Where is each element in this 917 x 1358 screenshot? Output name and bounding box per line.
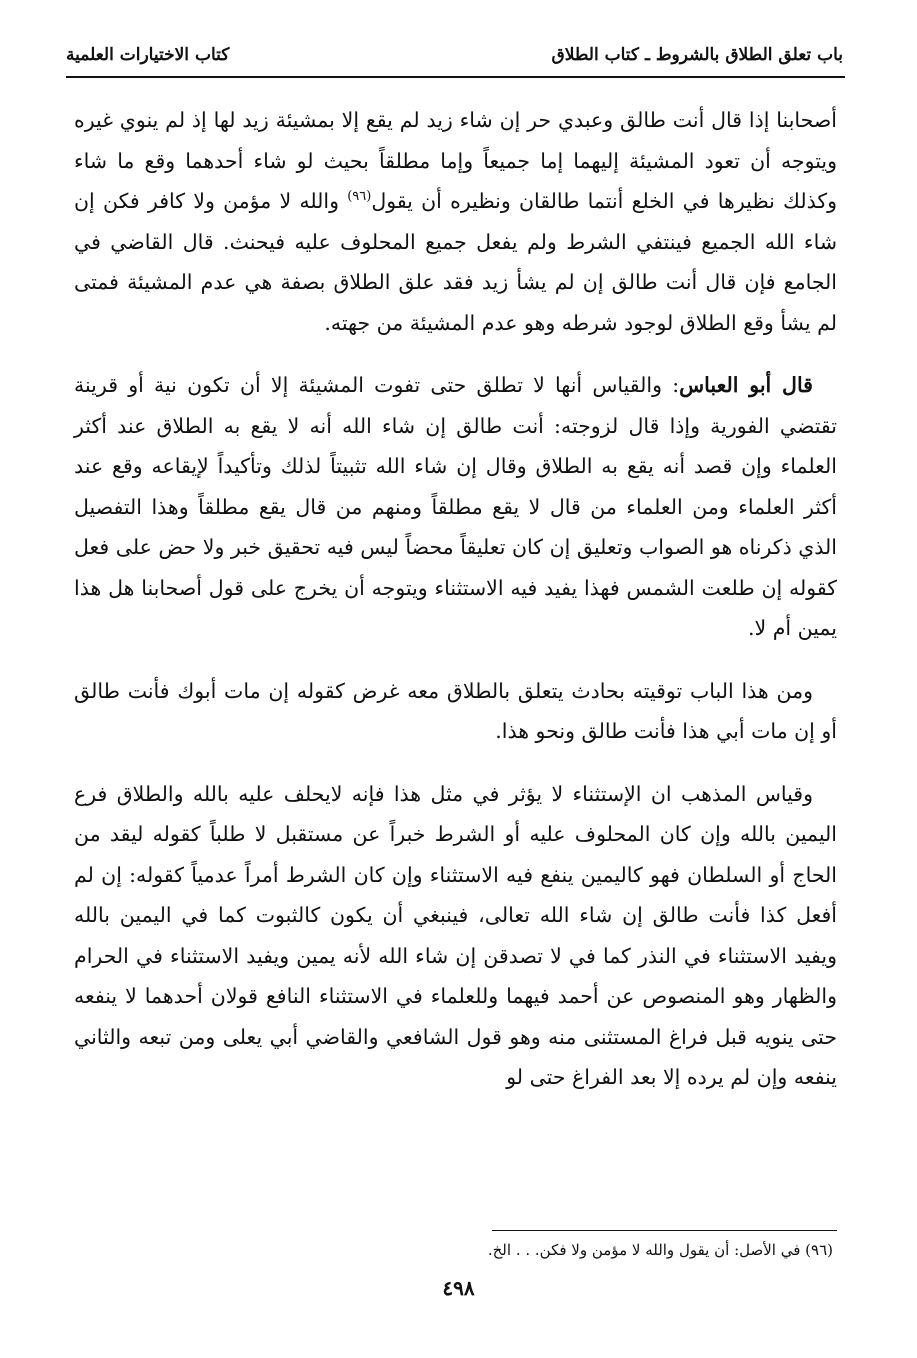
- paragraph-2-text: : والقياس أنها لا تطلق حتى تفوت المشيئة إلا أن تكون نية أو قرينة تقتضي الفورية وإذا قال لزوجته: أنت طالق إن شاء الله أنه لا يقع به الطلاق عند أكثر العلماء وإن قصد أنه يقع به الطلاق وقال إن شاء الله تثبيتاً لذلك وتأكيداً لإيقاعه وقع عند أكثر العلماء ومن العلماء من قال لا يقع مطلقاً ومنهم من قال يقع مطلقاً وهذا التفصيل الذي ذكرناه هو الصواب وتعليق إن كان تعليقاً محضاً ليس فيه تحقيق خبر ولا حض على فعل كقوله إن طلعت الشمس فهذا يفيد فيه الاستثناء ويتوجه أن يخرج على قول أصحابنا هل هذا يمين أم لا.: [74, 373, 837, 640]
- chapter-title: باب تعلق الطلاق بالشروط ـ كتاب الطلاق: [551, 45, 843, 65]
- paragraph-4: [74, 774, 837, 1098]
- footnote-divider: [492, 1230, 837, 1231]
- running-header: [66, 40, 843, 70]
- footnote-reference[interactable]: (٩٦): [347, 189, 372, 205]
- paragraph-4-text: وقياس المذهب ان الإستثناء لا يؤثر في مثل هذا فإنه لايحلف عليه بالله والطلاق فرع اليمين بالله وإن كان المحلوف عليه أو الشرط خبراً عن مستقبل لا طلباً كقوله ليقد من الحاج أو السلطان فهو كاليمين ينفع فيه الاستثناء وإن كان الشرط أمراً عدمياً كقوله: إن لم أفعل كذا فأنت طالق إن شاء الله تعالى، فينبغي أن يكون كالثبوت كما في اليمين بالله ويفيد الاستثناء في النذر كما في لا تصدقن إن شاء الله لأنه يمين ويفيد الاستثناء في الحرام والظهار وهو المنصوص عن أحمد فيهما وللعلماء في الاستثناء النافع قولان أحدهما لا ينفعه حتى ينويه قبل فراغ المستثنى منه وهو قول الشافعي والقاضي أبي يعلى ومن تبعه والثاني ينفعه وإن لم يرده إلا بعد الفراغ حتى لو: [74, 781, 837, 1089]
- book-title: كتاب الاختيارات العلمية: [66, 45, 230, 65]
- paragraph-1: [74, 100, 837, 343]
- paragraph-1-text-a: أصحابنا إذا قال أنت طالق وعبدي حر إن شاء زيد لم يقع إلا بمشيئة زيد لها إذ لم ينوي غيره ويتوجه أن تعود المشيئة إليهما إما جميعاً وإما مطلقاً بحيث لو شاء أحدهما وقع ما شاء وكذلك نظيرها في الخلع أنتما طالقان ونظيره أن يقول: [74, 108, 838, 213]
- paragraph-2: [74, 365, 837, 649]
- paragraph-3: [74, 671, 837, 752]
- paragraph-3-text: ومن هذا الباب توقيته بحادث يتعلق بالطلاق معه غرض كقوله إن مات أبوك فأنت طالق أو إن مات أبي هذا فأنت طالق ونحو هذا.: [74, 678, 837, 743]
- paragraph-1-text-b: والله لا مؤمن ولا كافر فكن إن شاء الله الجميع فينتفي الشرط ولم يفعل جميع المحلوف عليه فيحنث. قال القاضي في الجامع فإن قال أنت طالق إن لم يشأ زيد فقد علق الطلاق بصفة هي عدم المشيئة فمتى لم يشأ وقع الطلاق لوجود شرطه وهو عدم المشيئة من جهته.: [74, 189, 837, 335]
- body-text: [74, 100, 837, 1120]
- page-number: ٤٩٨: [442, 1276, 475, 1300]
- footnote: (٩٦) في الأصل: أن يقول والله لا مؤمن ولا فكن. . . الخ.: [487, 1241, 833, 1259]
- header-divider: [66, 76, 845, 78]
- paragraph-2-lead: قال أبو العباس: [679, 373, 813, 397]
